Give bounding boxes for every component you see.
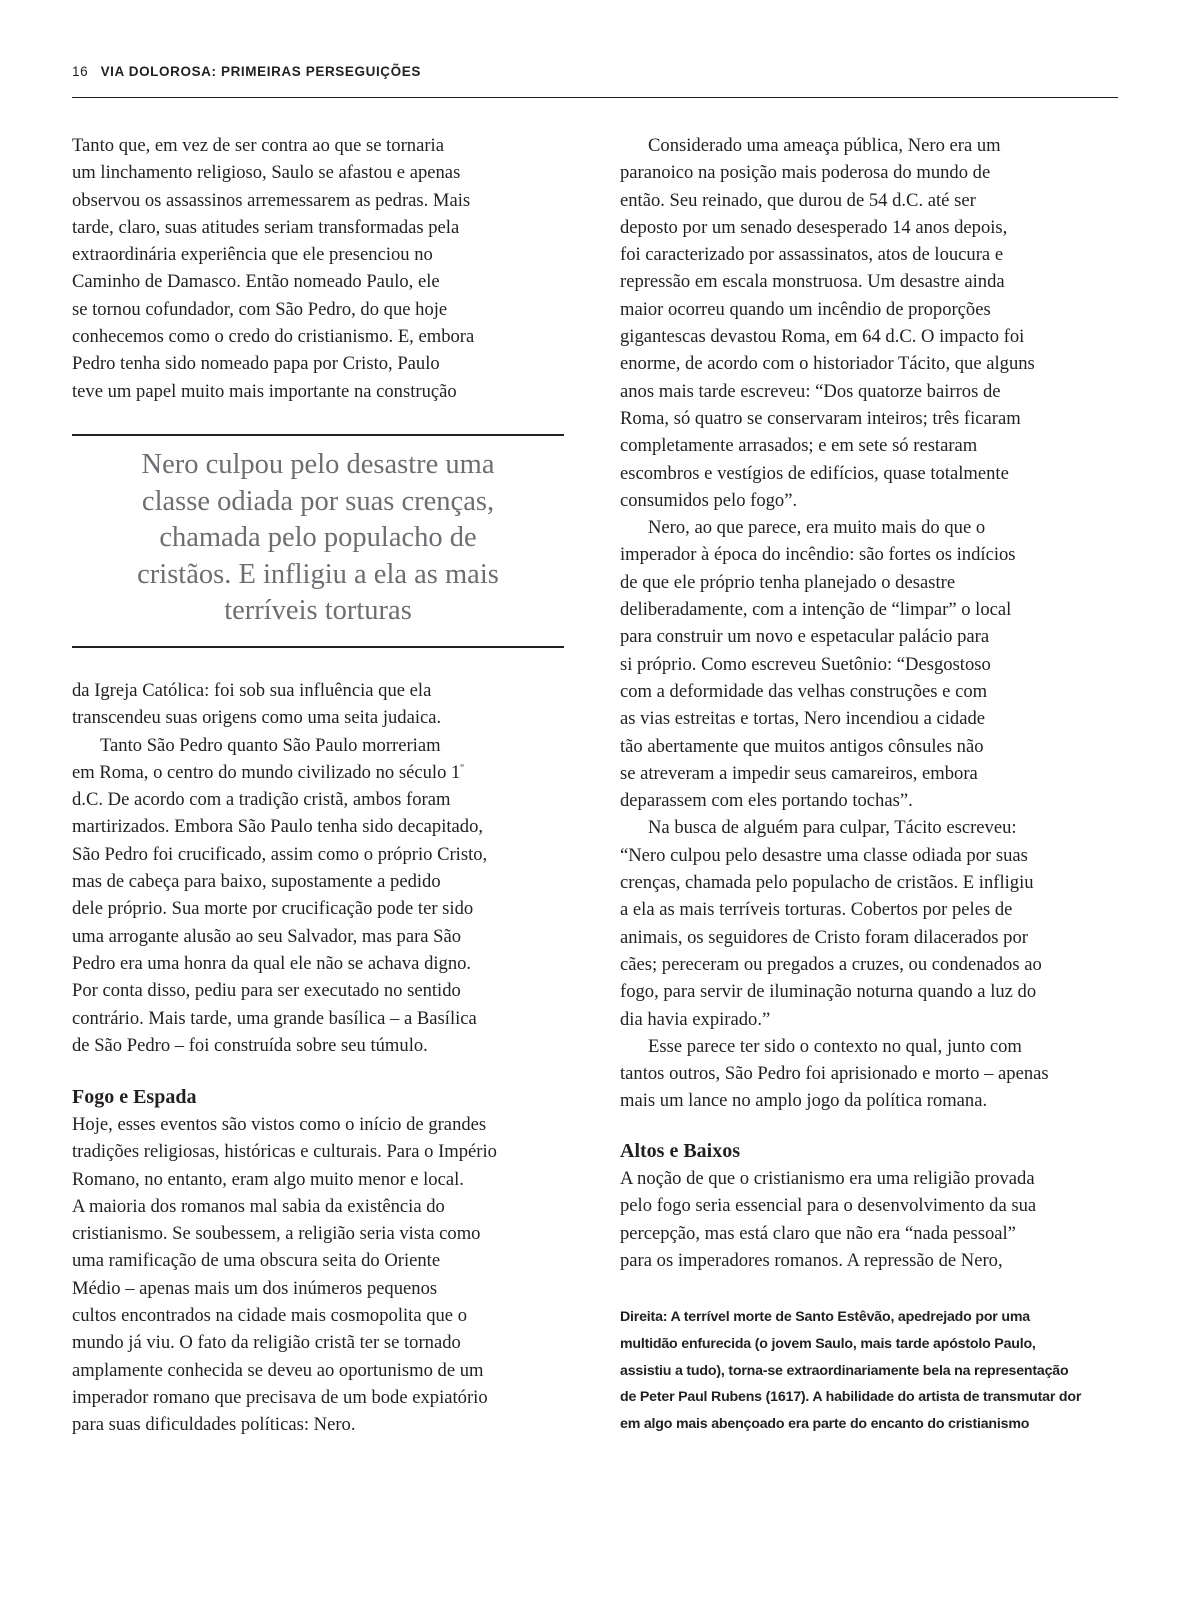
text-line: paranoico na posição mais poderosa do mundo de (620, 162, 991, 184)
text-line: completamente arrasados; e em sete só restaram (620, 435, 978, 457)
caption-line: em algo mais abençoado era parte do encanto do cristianismo (620, 1416, 1030, 1433)
pullquote-line: chamada pelo populacho de (159, 522, 477, 553)
pullquote-line: Nero culpou pelo desastre uma (141, 449, 495, 480)
text-line: Na busca de alguém para culpar, Tácito escreveu: (648, 817, 1017, 839)
subhead-altos-e-baixos: Altos e Baixos (620, 1140, 740, 1162)
caption-line: de Peter Paul Rubens (1617). A habilidade do artista de transmutar dor (620, 1389, 1082, 1406)
text-line: mais um lance no amplo jogo da política romana. (620, 1090, 988, 1112)
text-line: a ela as mais terríveis torturas. Cobertos por peles de (620, 899, 1013, 921)
text-line: uma arrogante alusão ao seu Salvador, mas para São (72, 925, 462, 947)
text-line: A noção de que o cristianismo era uma religião provada (620, 1168, 1035, 1189)
text-line: anos mais tarde escreveu: “Dos quatorze bairros de (620, 380, 1001, 402)
text-line: Hoje, esses eventos são vistos como o início de grandes (72, 1114, 487, 1135)
text-line: Romano, no entanto, eram algo muito menor e local. (72, 1168, 464, 1190)
text-line: imperador romano que precisava de um bode expiatório (72, 1386, 488, 1408)
text-line: conhecemos como o credo do cristianismo. E, embora (72, 326, 475, 348)
text-line: percepção, mas está claro que não era “nada pessoal” (620, 1222, 1016, 1244)
text-line: Pedro tenha sido nomeado papa por Cristo, Paulo (72, 353, 440, 375)
text-line: de São Pedro – foi construída sobre seu túmulo. (72, 1034, 428, 1056)
page-number: 16 (72, 64, 89, 79)
text-line: da Igreja Católica: foi sob sua influência que ela (72, 680, 432, 701)
pull-quote (72, 447, 564, 630)
text-line: um linchamento religioso, Saulo se afastou e apenas (72, 162, 461, 184)
text-line: dele próprio. Sua morte por crucificação pode ter sido (72, 898, 474, 920)
text-line: as vias estreitas e tortas, Nero incendiou a cidade (620, 708, 986, 730)
right-para-5 (620, 1165, 1120, 1274)
caption-line: Direita: A terrível morte de Santo Estêvão, apedrejado por uma (620, 1309, 1030, 1325)
text-line: então. Seu reinado, que durou de 54 d.C. até ser (620, 189, 976, 211)
text-line: gigantescas devastou Roma, em 64 d.C. O impacto foi (620, 326, 1025, 348)
image-caption (620, 1304, 1120, 1438)
text-line: uma ramificação de uma obscura seita do Oriente (72, 1250, 441, 1272)
text-line: imperador à época do incêndio: são fortes os indícios (620, 544, 1016, 566)
subhead-fogo-e-espada: Fogo e Espada (72, 1086, 197, 1108)
text-line: com a deformidade das velhas construções e com (620, 680, 988, 702)
text-line: repressão em escala monstruosa. Um desastre ainda (620, 271, 1005, 293)
text-line: Pedro era uma honra da qual ele não se achava digno. (72, 952, 472, 974)
caption-line: assistiu a tudo), torna-se extraordinariamente bela na representação (620, 1362, 1069, 1379)
caption-line: multidão enfurecida (o jovem Saulo, mais tarde apóstolo Paulo, (620, 1335, 1036, 1352)
left-para-4 (72, 1111, 572, 1439)
text-line: enorme, de acordo com o historiador Tácito, que alguns (620, 353, 1035, 375)
text-line: tradições religiosas, históricas e culturais. Para o Império (72, 1141, 497, 1163)
left-body-lower (72, 677, 572, 1059)
text-line: São Pedro foi crucificado, assim como o próprio Cristo, (72, 843, 488, 865)
text-line: deliberadamente, com a intenção de “limpar” o local (620, 599, 1012, 621)
text-line: mas de cabeça para baixo, supostamente a pedido (72, 871, 441, 893)
text-line: Esse parece ter sido o contexto no qual, junto com (648, 1035, 1022, 1057)
text-line: pelo fogo seria essencial para o desenvolvimento da sua (620, 1195, 1037, 1217)
text-line: amplamente conhecida se deveu ao oportunismo de um (72, 1359, 484, 1381)
text-line: maior ocorreu quando um incêndio de proporções (620, 298, 991, 320)
text-line: de que ele próprio tenha planejado o desastre (620, 571, 956, 593)
text-line: dia havia expirado.” (620, 1008, 771, 1030)
text-line: observou os assassinos arremessarem as pedras. Mais (72, 189, 471, 211)
text-line: crenças, chamada pelo populacho de cristãos. E infligiu (620, 872, 1034, 894)
text-line: teve um papel muito mais importante na construção (72, 380, 457, 402)
text-line: tão abertamente que muitos antigos cônsules não (620, 735, 984, 757)
left-para-1 (72, 132, 572, 405)
right-body (620, 132, 1120, 1115)
text-line: foi caracterizado por assassinatos, atos de loucura e (620, 244, 1004, 266)
text-line: mundo já viu. O fato da religião cristã ter se tornado (72, 1332, 461, 1354)
text-line: tarde, claro, suas atitudes seriam transformadas pela (72, 216, 460, 238)
running-header (72, 64, 1118, 79)
text-line: d.C. De acordo com a tradição cristã, ambos foram (72, 789, 451, 811)
text-line-with-ordinal (72, 759, 572, 786)
text-line: A maioria dos romanos mal sabia da existência do (72, 1195, 445, 1217)
text-line: cultos encontrados na cidade mais cosmopolita que o (72, 1305, 468, 1327)
pullquote-line: terríveis torturas (224, 595, 412, 626)
text-line: extraordinária experiência que ele presenciou no (72, 244, 433, 266)
text-line: Roma, só quatro se conservaram inteiros; três ficaram (620, 407, 1021, 429)
ordinal-indicator: º (460, 761, 464, 774)
text-line: fogo, para servir de iluminação noturna quando a luz do (620, 981, 1037, 1003)
text-line: transcendeu suas origens como uma seita judaica. (72, 707, 442, 729)
text-line: para suas dificuldades políticas: Nero. (72, 1414, 356, 1436)
pullquote-top-rule (72, 434, 564, 436)
text-line: cristianismo. Se soubessem, a religião seria vista como (72, 1223, 481, 1245)
text-line: deparassem com eles portando tochas”. (620, 790, 913, 812)
pullquote-bottom-rule (72, 646, 564, 648)
text-line: Nero, ao que parece, era muito mais do que o (648, 517, 986, 539)
text-line: Tanto que, em vez de ser contra ao que se tornaria (72, 135, 444, 156)
text-line: consumidos pelo fogo”. (620, 489, 798, 511)
text-fragment: em Roma, o centro do mundo civilizado no século 1 (72, 761, 461, 783)
pullquote-line: cristãos. E infligiu a ela as mais (137, 558, 499, 590)
running-title: VIA DOLOROSA: PRIMEIRAS PERSEGUIÇÕES (100, 64, 421, 79)
text-line: animais, os seguidores de Cristo foram dilacerados por (620, 926, 1028, 948)
text-line: Médio – apenas mais um dos inúmeros pequenos (72, 1277, 438, 1299)
header-rule (72, 97, 1118, 98)
text-line: escombros e vestígios de edifícios, quase totalmente (620, 462, 1009, 484)
text-line: martirizados. Embora São Paulo tenha sido decapitado, (72, 816, 484, 838)
text-line: para construir um novo e espetacular palácio para (620, 626, 990, 648)
text-line: se tornou cofundador, com São Pedro, do que hoje (72, 298, 448, 320)
text-line: Por conta disso, pediu para ser executado no sentido (72, 980, 461, 1002)
text-line: se atreveram a impedir seus camareiros, embora (620, 762, 978, 784)
text-line: si próprio. Como escreveu Suetônio: “Desgostoso (620, 653, 991, 675)
text-line: “Nero culpou pelo desastre uma classe odiada por suas (620, 844, 1028, 866)
text-line: Caminho de Damasco. Então nomeado Paulo, ele (72, 271, 440, 293)
text-line: deposto por um senado desesperado 14 anos depois, (620, 216, 1008, 238)
text-line: cães; pereceram ou pregados a cruzes, ou condenados ao (620, 953, 1042, 975)
text-line: tantos outros, São Pedro foi aprisionado e morto – apenas (620, 1063, 1049, 1085)
text-line: Considerado uma ameaça pública, Nero era um (648, 135, 1001, 156)
text-line: para os imperadores romanos. A repressão de Nero, (620, 1249, 1003, 1271)
text-line: contrário. Mais tarde, uma grande basílica – a Basílica (72, 1007, 477, 1029)
pullquote-line: classe odiada por suas crenças, (141, 485, 495, 517)
text-line: Tanto São Pedro quanto São Paulo morreriam (100, 734, 441, 756)
